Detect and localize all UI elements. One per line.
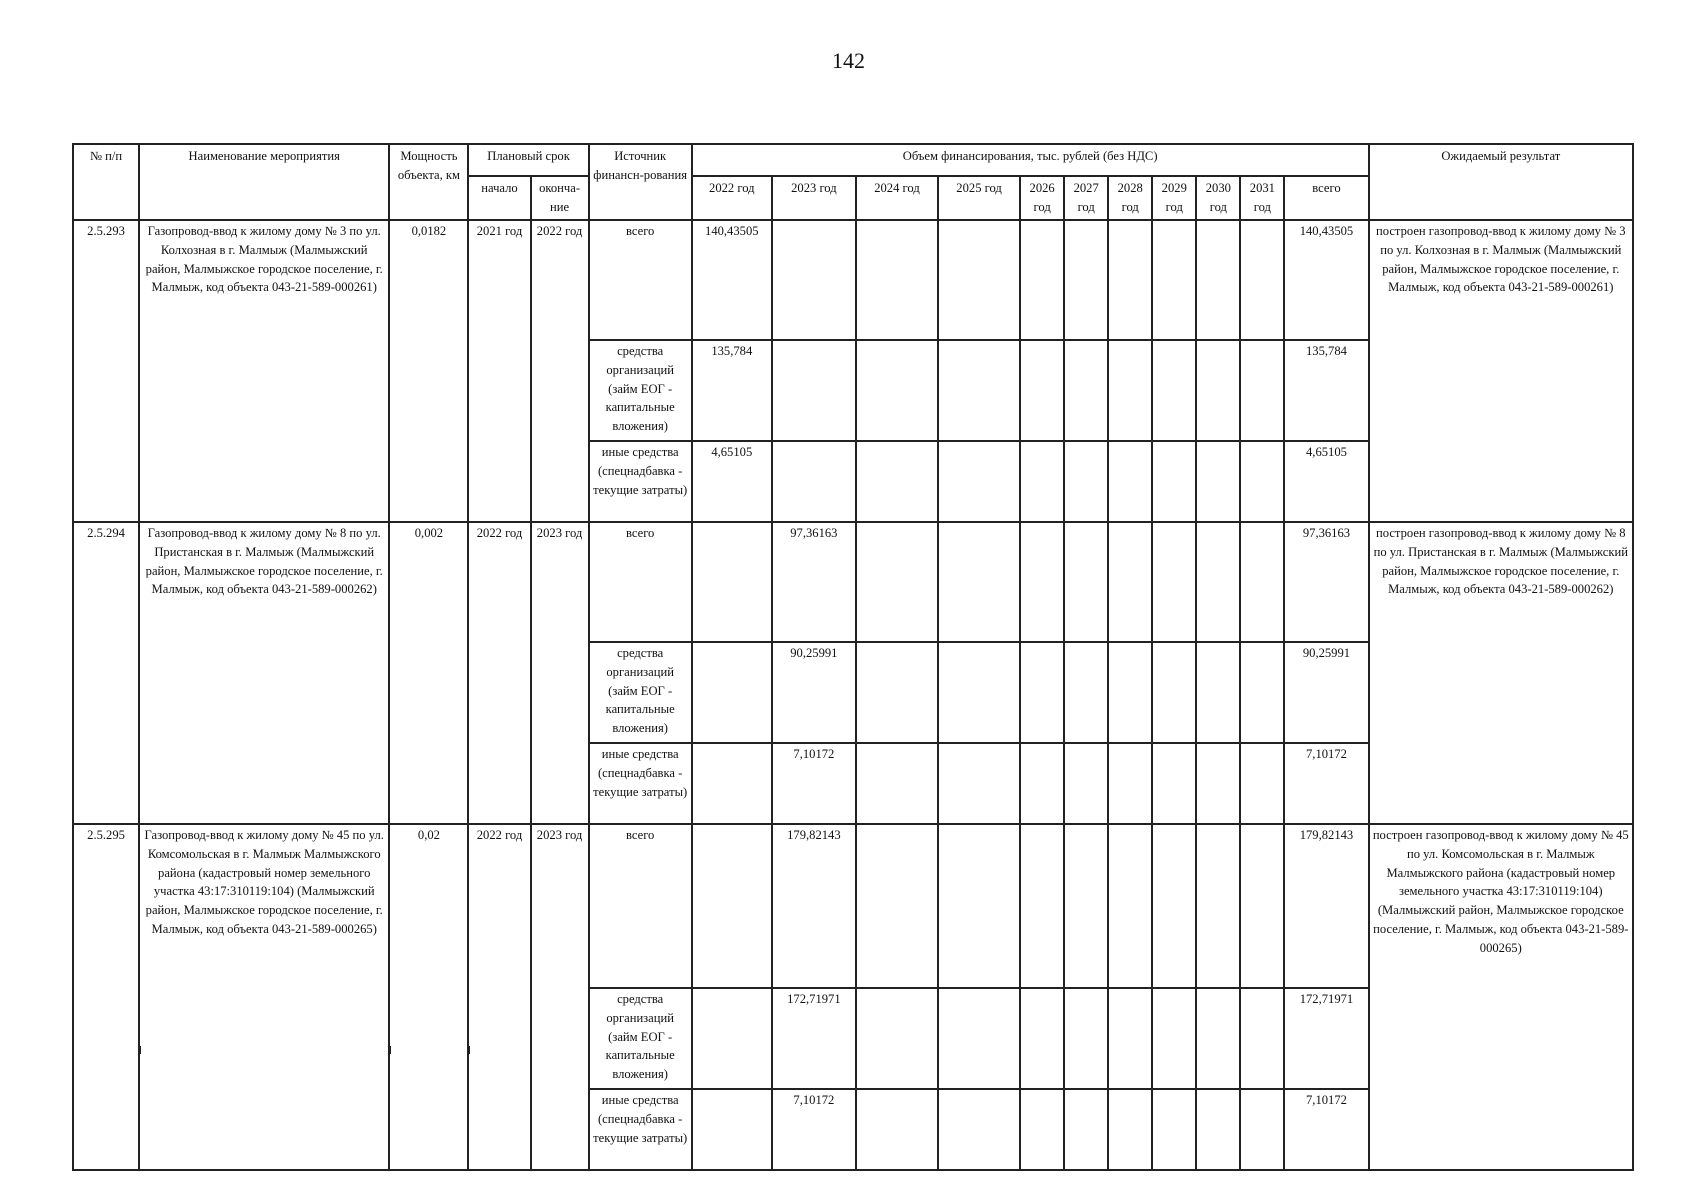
- row-value: [1064, 522, 1108, 642]
- row-value: [1152, 642, 1196, 743]
- row-value: [1152, 522, 1196, 642]
- row-source: средства организаций (займ ЕОГ - капитальные вложения): [589, 988, 692, 1089]
- header-year: 2025 год: [938, 176, 1020, 220]
- row-value: [856, 340, 938, 441]
- table-edge-line: [389, 1046, 391, 1054]
- row-value: [1196, 220, 1240, 340]
- row-value: [1064, 220, 1108, 340]
- row-value: [938, 340, 1020, 441]
- row-source: иные средства (спецнадбавка - текущие затраты): [589, 1089, 692, 1170]
- row-num: 2.5.294: [73, 522, 139, 824]
- row-value: [1064, 1089, 1108, 1170]
- row-value: [1152, 340, 1196, 441]
- row-value: [1108, 1089, 1152, 1170]
- row-value: 140,43505: [692, 220, 772, 340]
- row-value: [1196, 743, 1240, 824]
- row-total-value: 7,10172: [1284, 743, 1368, 824]
- row-total-value: 140,43505: [1284, 220, 1368, 340]
- row-value: [1152, 220, 1196, 340]
- row-value: [1196, 988, 1240, 1089]
- row-value: [1152, 743, 1196, 824]
- row-value: [1020, 340, 1064, 441]
- row-value: [1108, 441, 1152, 522]
- header-funding: Объем финансирования, тыс. рублей (без НДС): [692, 144, 1369, 176]
- row-total-value: 90,25991: [1284, 642, 1368, 743]
- row-value: [1064, 441, 1108, 522]
- row-end: 2023 год: [531, 522, 589, 824]
- row-value: [856, 743, 938, 824]
- row-value: [938, 743, 1020, 824]
- financing-table: [72, 143, 1634, 1171]
- row-value: [1020, 220, 1064, 340]
- header-num: № п/п: [73, 144, 139, 220]
- header-year: 2022 год: [692, 176, 772, 220]
- row-value: [772, 220, 856, 340]
- table-row: [73, 522, 1633, 642]
- row-value: 135,784: [692, 340, 772, 441]
- header-year: 2028 год: [1108, 176, 1152, 220]
- row-value: [1152, 441, 1196, 522]
- row-value: [1240, 441, 1284, 522]
- row-start: 2022 год: [468, 522, 530, 824]
- row-value: [1108, 824, 1152, 988]
- row-value: [856, 642, 938, 743]
- row-result: построен газопровод-ввод к жилому дому № 8 по ул. Пристанская в г. Малмыж (Малмыжский район, Малмыжское городское поселение, г. Малмыж, код объекта 043-21-589-000262): [1369, 522, 1633, 824]
- header-year: 2029 год: [1152, 176, 1196, 220]
- header-source: Источник финансн-рования: [589, 144, 692, 220]
- row-value: [1064, 988, 1108, 1089]
- row-value: [1064, 642, 1108, 743]
- row-source: иные средства (спецнадбавка - текущие затраты): [589, 441, 692, 522]
- row-value: [1108, 522, 1152, 642]
- row-end: 2022 год: [531, 220, 589, 522]
- header-capacity: Мощность объекта, км: [389, 144, 468, 220]
- row-value: [938, 522, 1020, 642]
- row-source: всего: [589, 522, 692, 642]
- row-value: [938, 441, 1020, 522]
- row-value: [1196, 522, 1240, 642]
- row-source: иные средства (спецнадбавка - текущие затраты): [589, 743, 692, 824]
- row-name: Газопровод-ввод к жилому дому № 45 по ул. Комсомольская в г. Малмыж Малмыжского района (кадастровый номер земельного участка 43:17:310119:104) (Малмыжский район, Малмыжское городское поселение, г. Малмыж, код объекта 043-21-589-000265): [139, 824, 389, 1170]
- row-value: [1196, 340, 1240, 441]
- row-value: 179,82143: [772, 824, 856, 988]
- row-total-value: 4,65105: [1284, 441, 1368, 522]
- row-source: средства организаций (займ ЕОГ - капитальные вложения): [589, 642, 692, 743]
- row-value: [938, 220, 1020, 340]
- row-total-value: 97,36163: [1284, 522, 1368, 642]
- row-value: [1020, 642, 1064, 743]
- row-value: [1020, 441, 1064, 522]
- row-value: [1240, 220, 1284, 340]
- row-value: [938, 824, 1020, 988]
- row-value: [1240, 743, 1284, 824]
- row-end: 2023 год: [531, 824, 589, 1170]
- row-value: [856, 441, 938, 522]
- row-value: [1064, 340, 1108, 441]
- row-value: [856, 988, 938, 1089]
- row-total-value: 135,784: [1284, 340, 1368, 441]
- row-value: [1020, 988, 1064, 1089]
- row-value: [692, 988, 772, 1089]
- table-edge-line: [468, 1046, 470, 1054]
- row-name: Газопровод-ввод к жилому дому № 3 по ул. Колхозная в г. Малмыж (Малмыжский район, Малмыжское городское поселение, г. Малмыж, код объекта 043-21-589-000261): [139, 220, 389, 522]
- row-value: [856, 220, 938, 340]
- row-value: [1240, 824, 1284, 988]
- row-start: 2021 год: [468, 220, 530, 522]
- table-edge-line: [139, 1046, 141, 1054]
- row-value: [692, 824, 772, 988]
- header-year: 2024 год: [856, 176, 938, 220]
- row-source: средства организаций (займ ЕОГ - капитальные вложения): [589, 340, 692, 441]
- row-value: [692, 1089, 772, 1170]
- row-value: [1196, 642, 1240, 743]
- row-capacity: 0,02: [389, 824, 468, 1170]
- row-value: [692, 642, 772, 743]
- page-number: 142: [832, 48, 865, 73]
- row-name: Газопровод-ввод к жилому дому № 8 по ул. Пристанская в г. Малмыж (Малмыжский район, Малмыжское городское поселение, г. Малмыж, код объекта 043-21-589-000262): [139, 522, 389, 824]
- row-num: 2.5.293: [73, 220, 139, 522]
- row-num: 2.5.295: [73, 824, 139, 1170]
- header-year: 2023 год: [772, 176, 856, 220]
- header-name: Наименование мероприятия: [139, 144, 389, 220]
- header-total: всего: [1284, 176, 1368, 220]
- row-value: [1152, 824, 1196, 988]
- row-total-value: 172,71971: [1284, 988, 1368, 1089]
- row-value: [1064, 824, 1108, 988]
- row-start: 2022 год: [468, 824, 530, 1170]
- row-value: [938, 988, 1020, 1089]
- header-plan-term: Плановый срок: [468, 144, 588, 176]
- row-value: [1152, 1089, 1196, 1170]
- row-result: построен газопровод-ввод к жилому дому № 3 по ул. Колхозная в г. Малмыж (Малмыжский район, Малмыжское городское поселение, г. Малмыж, код объекта 043-21-589-000261): [1369, 220, 1633, 522]
- row-value: [1240, 1089, 1284, 1170]
- row-value: [1240, 340, 1284, 441]
- row-value: 7,10172: [772, 743, 856, 824]
- row-value: [1152, 988, 1196, 1089]
- row-value: [1108, 743, 1152, 824]
- row-value: 90,25991: [772, 642, 856, 743]
- row-source: всего: [589, 220, 692, 340]
- row-total-value: 179,82143: [1284, 824, 1368, 988]
- row-value: [856, 1089, 938, 1170]
- row-value: [1108, 220, 1152, 340]
- header-result: Ожидаемый результат: [1369, 144, 1633, 220]
- row-result: построен газопровод-ввод к жилому дому № 45 по ул. Комсомольская в г. Малмыж Малмыжского района (кадастровый номер земельного участка 43:17:310119:104) (Малмыжский район, Малмыжское городское поселение, г. Малмыж, код объекта 043-21-589-000265): [1369, 824, 1633, 1170]
- row-value: [856, 824, 938, 988]
- row-source: всего: [589, 824, 692, 988]
- row-value: [938, 1089, 1020, 1170]
- row-capacity: 0,002: [389, 522, 468, 824]
- table-edge-line: [530, 1046, 532, 1054]
- row-value: [1020, 824, 1064, 988]
- table-edge-line: [1632, 1046, 1634, 1054]
- row-total-value: 7,10172: [1284, 1089, 1368, 1170]
- header-year: 2030 год: [1196, 176, 1240, 220]
- header-year: 2026 год: [1020, 176, 1064, 220]
- row-value: [692, 522, 772, 642]
- row-value: 4,65105: [692, 441, 772, 522]
- row-value: [772, 441, 856, 522]
- table-row: [73, 220, 1633, 340]
- row-value: [1020, 1089, 1064, 1170]
- row-value: [856, 522, 938, 642]
- row-value: [1020, 743, 1064, 824]
- row-value: [1020, 522, 1064, 642]
- header-start: начало: [468, 176, 530, 220]
- row-value: [1196, 441, 1240, 522]
- row-value: [1240, 988, 1284, 1089]
- row-value: [1196, 824, 1240, 988]
- table-row: [73, 824, 1633, 988]
- row-value: [692, 743, 772, 824]
- row-value: [1240, 522, 1284, 642]
- header-year: 2031 год: [1240, 176, 1284, 220]
- row-value: 172,71971: [772, 988, 856, 1089]
- row-value: [1064, 743, 1108, 824]
- row-value: [1108, 340, 1152, 441]
- row-value: 97,36163: [772, 522, 856, 642]
- row-value: [1108, 642, 1152, 743]
- header-end: оконча-ние: [531, 176, 589, 220]
- row-capacity: 0,0182: [389, 220, 468, 522]
- row-value: [938, 642, 1020, 743]
- row-value: [772, 340, 856, 441]
- table-edge-line: [72, 1046, 74, 1054]
- header-year: 2027 год: [1064, 176, 1108, 220]
- row-value: [1196, 1089, 1240, 1170]
- row-value: [1108, 988, 1152, 1089]
- row-value: [1240, 642, 1284, 743]
- row-value: 7,10172: [772, 1089, 856, 1170]
